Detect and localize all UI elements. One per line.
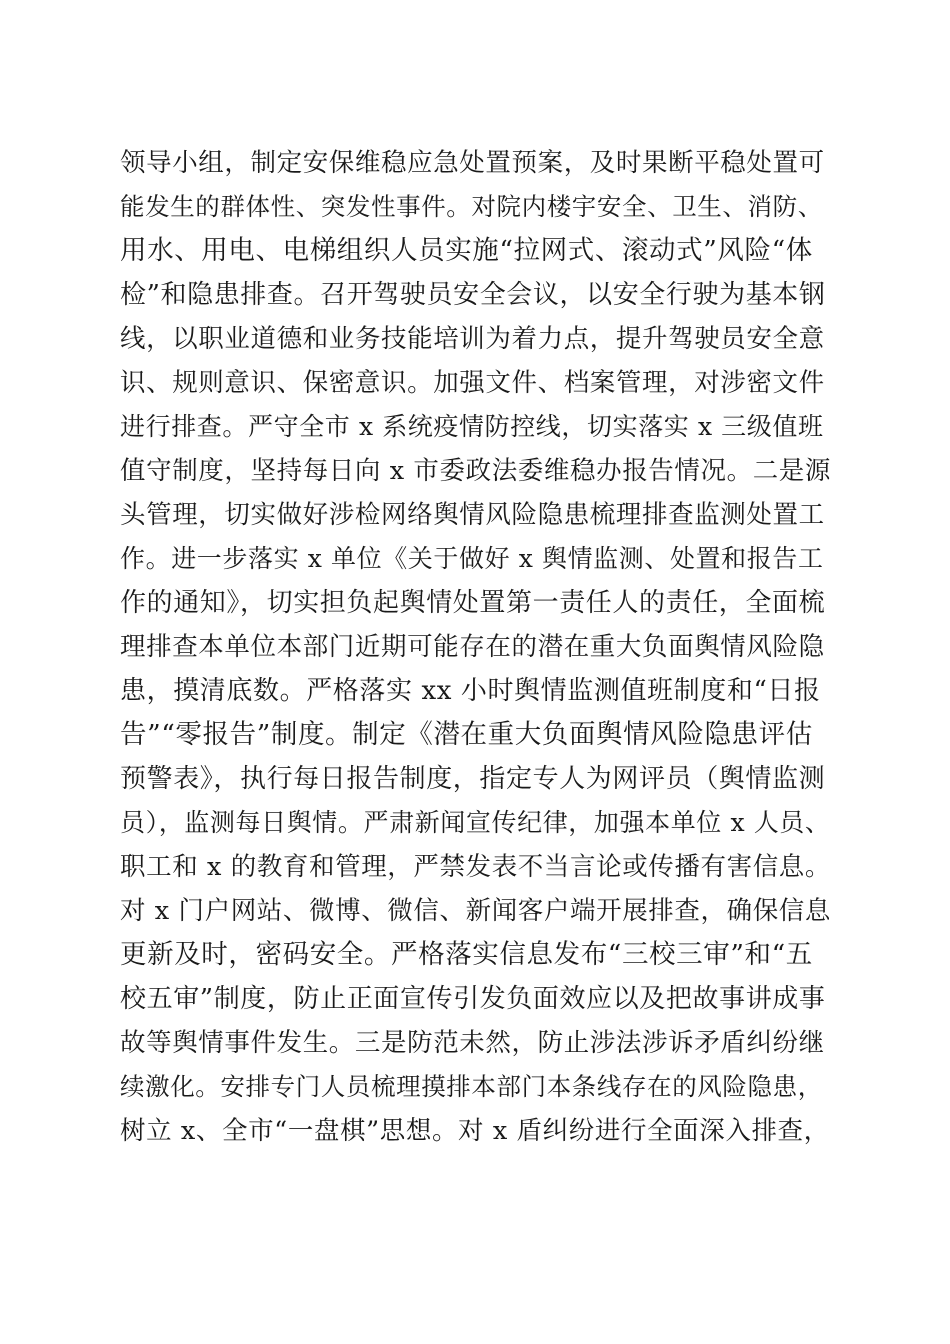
text-line: 作。进一步落实 x 单位《关于做好 x 舆情监测、处置和报告工 xyxy=(120,544,824,573)
document-body xyxy=(120,141,832,1153)
text-line: 能发生的群体性、突发性事件。对院内楼宇安全、卫生、消防、 xyxy=(120,192,823,221)
text-line: 故等舆情事件发生。三是防范未然，防止涉法涉诉矛盾纠纷继 xyxy=(120,1028,825,1058)
text-line: 对 x 门户网站、微博、微信、新闻客户端开展排查，确保信息 xyxy=(120,896,831,926)
text-line: 职工和 x 的教育和管理，严禁发表不当言论或传播有害信息。 xyxy=(120,852,831,882)
text-line: 检”和隐患排查。召开驾驶员安全会议，以安全行驶为基本钢 xyxy=(120,280,826,310)
text-line: 领导小组，制定安保维稳应急处置预案，及时果断平稳处置可 xyxy=(120,148,825,178)
text-line: 校五审”制度，防止正面宣传引发负面效应以及把故事讲成事 xyxy=(120,984,826,1014)
text-line: 患，摸清底数。严格落实 xx 小时舆情监测值班制度和“日报 xyxy=(120,676,821,706)
text-line: 更新及时，密码安全。严格落实信息发布“三校三审”和“五 xyxy=(120,939,813,970)
text-line: 树立 x、全市“一盘棋”思想。对 x 盾纠纷进行全面深入排查， xyxy=(120,1116,830,1146)
text-line: 线，以职业道德和业务技能培训为着力点，提升驾驶员安全意 xyxy=(120,324,825,354)
text-line: 理排查本单位本部门近期可能存在的潜在重大负面舆情风险隐 xyxy=(120,632,825,662)
text-line: 进行排查。严守全市 x 系统疫情防控线，切实落实 x 三级值班 xyxy=(120,412,824,441)
text-line: 用水、用电、电梯组织人员实施“拉网式、滚动式”风险“体 xyxy=(120,235,813,266)
text-line: 告”“零报告”制度。制定《潜在重大负面舆情风险隐患评估 xyxy=(120,719,813,750)
text-line: 员），监测每日舆情。严肃新闻宣传纪律，加强本单位 x 人员、 xyxy=(120,808,831,837)
text-line: 续激化。安排专门人员梳理摸排本部门本条线存在的风险隐患， xyxy=(120,1072,823,1101)
text-line: 头管理，切实做好涉检网络舆情风险隐患梳理排查监测处置工 xyxy=(120,500,825,530)
text-line: 值守制度，坚持每日向 x 市委政法委维稳办报告情况。二是源 xyxy=(120,456,831,486)
text-line: 作的通知》，切实担负起舆情处置第一责任人的责任，全面梳 xyxy=(120,588,826,618)
text-line: 识、规则意识、保密意识。加强文件、档案管理，对涉密文件 xyxy=(120,368,825,398)
text-line: 预警表》，执行每日报告制度，指定专人为网评员（舆情监测 xyxy=(120,764,826,794)
